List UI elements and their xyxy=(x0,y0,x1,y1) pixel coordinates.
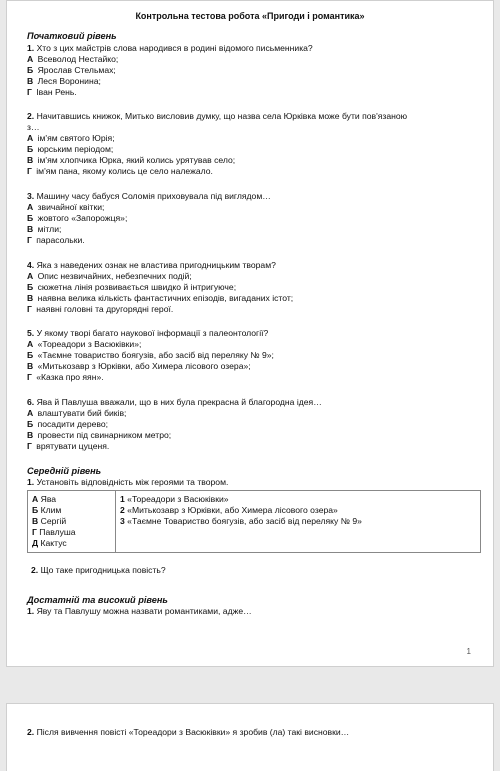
question-text: 4. Яка з наведених ознак не властива пригодницьким творам? xyxy=(27,260,276,270)
work-item: 1 «Тореадори з Васюківки» xyxy=(120,494,229,504)
hero-item: Г Павлуша xyxy=(32,527,76,537)
option: Г наявні головні та другорядні герої. xyxy=(27,304,174,314)
level-middle xyxy=(27,466,479,488)
option: Б «Таємне товариство боягузів, або засіб від переляку № 9»; xyxy=(27,350,274,360)
option: В провести під свинарником метро; xyxy=(27,430,172,440)
option: А «Тореадори з Васюківки»; xyxy=(27,339,142,349)
question-1 xyxy=(27,43,479,98)
works-cell xyxy=(116,491,481,553)
level-high-heading: Достатній та високий рівень xyxy=(27,595,168,605)
question-text: 1. Яву та Павлушу можна назвати романтиками, адже… xyxy=(27,606,252,616)
worksheet-page-2 xyxy=(6,703,494,771)
option: Г врятувати цуценя. xyxy=(27,441,110,451)
page-title: Контрольна тестова робота «Пригоди і романтика» xyxy=(135,11,365,21)
question-6 xyxy=(27,397,479,452)
work-item: 3 «Таємне Товариство боягузів, або засіб від переляку № 9» xyxy=(120,516,362,526)
level-initial-heading: Початковий рівень xyxy=(27,31,117,41)
option: В «Митькозавр з Юрківки, або Химера лісового озера»; xyxy=(27,361,251,371)
page-number: 1 xyxy=(466,647,471,656)
question-2 xyxy=(27,111,479,177)
question-text: 6. Ява й Павлуша вважали, що в них була прекрасна й благородна ідея… xyxy=(27,397,322,407)
option: В ім'ям хлопчика Юрка, який колись урятував село; xyxy=(27,155,236,165)
option: А ім'ям святого Юрія; xyxy=(27,133,115,143)
option: Б Ярослав Стельмах; xyxy=(27,65,116,75)
hero-item: Б Клим xyxy=(32,505,62,515)
option: Г парасольки. xyxy=(27,235,85,245)
question-text-cont: з… xyxy=(27,122,40,132)
option: Г «Казка про яян». xyxy=(27,372,104,382)
question-text: 3. Машину часу бабуся Соломія приховувала під виглядом… xyxy=(27,191,271,201)
level-middle-heading: Середній рівень xyxy=(27,466,102,476)
option: Б сюжетна лінія розвивається швидко й інтригуюче; xyxy=(27,282,237,292)
high-question-2: 2. Після вивчення повісті «Тореадори з Васюківки» я зробив (ла) такі висновки… xyxy=(27,727,350,737)
option: Б жовтого «Запорожця»; xyxy=(27,213,128,223)
matching-table xyxy=(27,490,481,553)
work-item: 2 «Митькозавр з Юрківки, або Химера лісового озера» xyxy=(120,505,338,515)
question-3 xyxy=(27,191,479,246)
question-text: 1. Установіть відповідність між героями та твором. xyxy=(27,477,229,487)
option: Б юрським періодом; xyxy=(27,144,114,154)
option: В мітли; xyxy=(27,224,62,234)
option: Б посадити дерево; xyxy=(27,419,109,429)
option: А влаштувати бий биків; xyxy=(27,408,127,418)
question-text: 5. У якому творі багато наукової інформації з палеонтології? xyxy=(27,328,269,338)
question-5 xyxy=(27,328,479,383)
middle-question-2: 2. Що таке пригодницька повість? xyxy=(31,565,166,575)
question-text: 2. Начитавшись книжок, Митько висловив думку, що назва села Юрківка може бути пов'язаною xyxy=(27,111,408,121)
option: Г ім'ям пана, якому колись це село належало. xyxy=(27,166,213,176)
level-high xyxy=(27,595,479,617)
heroes-cell xyxy=(28,491,116,553)
worksheet-page-1 xyxy=(6,0,494,667)
option: А звичайної квітки; xyxy=(27,202,105,212)
hero-item: Д Кактус xyxy=(32,538,67,548)
hero-item: В Сергій xyxy=(32,516,67,526)
option: В Леся Воронина; xyxy=(27,76,101,86)
option: А Всеволод Нестайко; xyxy=(27,54,119,64)
option: А Опис незвичайних, небезпечних подій; xyxy=(27,271,192,281)
question-4 xyxy=(27,260,479,315)
option: В наявна велика кількість фантастичних епізодів, вигаданих істот; xyxy=(27,293,294,303)
hero-item: А Ява xyxy=(32,494,57,504)
option: Г Іван Рень. xyxy=(27,87,77,97)
question-text: 1. Хто з цих майстрів слова народився в родині відомого письменника? xyxy=(27,43,313,53)
